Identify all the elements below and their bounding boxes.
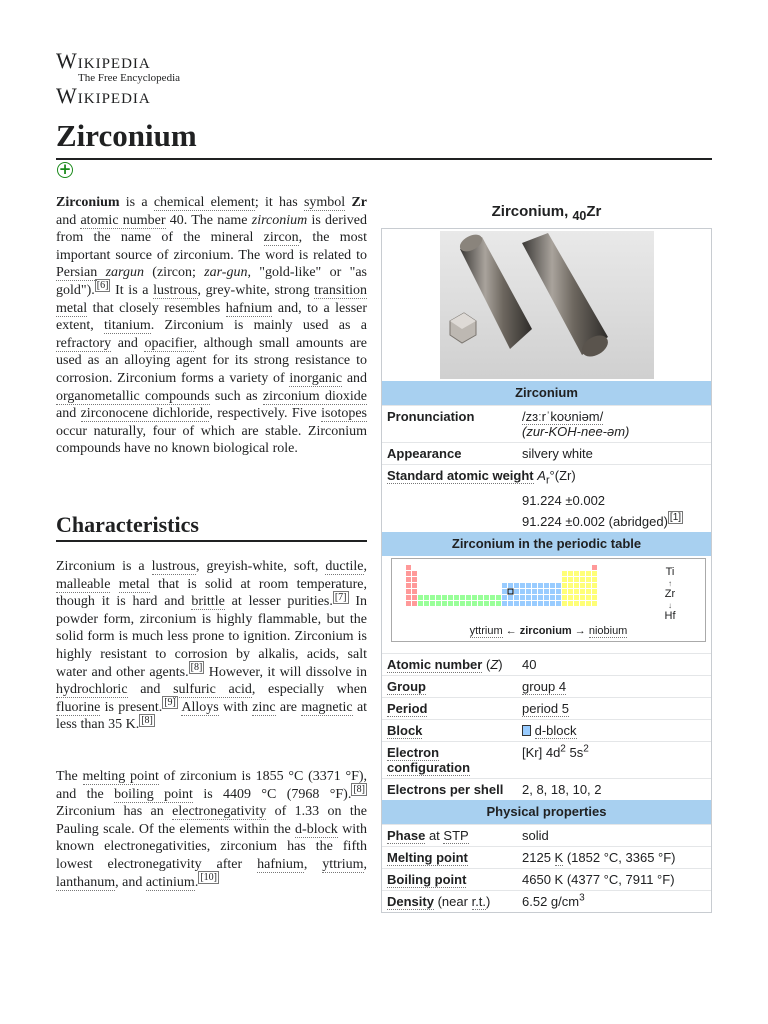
pt-cell	[430, 601, 435, 606]
pt-cell	[514, 589, 519, 594]
link-hafnium[interactable]: hafnium	[225, 300, 273, 316]
pt-cell	[544, 601, 549, 606]
pt-cell	[442, 595, 447, 600]
pt-cell	[520, 601, 525, 606]
row-block: Block d-block	[382, 719, 711, 741]
row-atomic-number: Atomic number (Z) 40	[382, 653, 711, 675]
pt-cell	[508, 601, 513, 606]
pt-cell	[532, 595, 537, 600]
link-chemical-element[interactable]: chemical element	[153, 195, 255, 210]
pt-cell	[586, 589, 591, 594]
intro-bold-title: Zirconium	[56, 195, 120, 210]
pt-cell	[568, 577, 573, 582]
link-hydrochloric[interactable]: hydrochloric	[56, 682, 128, 698]
pt-cell	[418, 595, 423, 600]
ref-1[interactable]: [1]	[669, 512, 682, 524]
section-heading-characteristics: Characteristics	[56, 512, 199, 537]
pt-cell	[472, 595, 477, 600]
pt-cell	[502, 601, 507, 606]
intro-paragraph: Zirconium is a chemical element; it has symbol Zr and atomic number 40. The name zirconium is derived from the name of the mineral zircon, the most important source of zirconium. The word is related to Persian zargun (zircon; zar-gun, "gold-like" or "as gold"). [6] It is a lustrous, grey-white, strong transition metal that closely resembles hafnium and, to a lesser extent, titanium. Zirconium is mainly used as a refractory and opacifier, although small amounts are used as an alloying agent for its strong resistance to corrosion. Zirconium forms a variety of inorganic and organometallic compounds such as zirconium dioxide and zirconocene dichloride, respectively. Five isotopes occur naturally, four of which are stable. Zirconium compounds have no known biological role.	[56, 195, 368, 457]
logo-wordmark: Wikipedia	[56, 48, 151, 73]
pt-cell	[496, 595, 501, 600]
row-appearance: Appearance silvery white	[382, 442, 711, 464]
link-niobium-pt[interactable]: niobium	[588, 624, 628, 637]
pt-cell	[556, 601, 561, 606]
ref-7[interactable]: [7]	[334, 591, 347, 603]
infobox-caption: Zirconium, $_{40}$Zr	[491, 203, 602, 223]
pt-cell	[514, 601, 519, 606]
periodic-table-box	[391, 558, 706, 642]
pt-cell	[448, 601, 453, 606]
link-lanthanum[interactable]: lanthanum	[56, 874, 116, 890]
neighbors-vertical: Ti ↑ Zr ↓ Hf	[664, 565, 676, 622]
link-hafnium-2[interactable]: hafnium	[257, 856, 304, 872]
pt-cell	[412, 577, 417, 582]
pt-cell	[412, 595, 417, 600]
pt-cell	[568, 583, 573, 588]
pt-cell	[502, 595, 507, 600]
page-title: Zirconium	[56, 118, 197, 153]
pt-cell	[550, 589, 555, 594]
pt-cell	[418, 601, 423, 606]
pt-cell	[406, 589, 411, 594]
link-melting-point[interactable]: melting point	[82, 769, 159, 784]
pt-cell	[526, 583, 531, 588]
pt-cell	[436, 601, 441, 606]
pt-cell	[592, 601, 597, 606]
pt-cell	[550, 583, 555, 588]
pt-cell	[586, 595, 591, 600]
pronunciation-respelling[interactable]: (zur-KOH-nee-əm)	[522, 424, 630, 439]
pronunciation-ipa[interactable]: /zɜːrˈkoʊniəm/	[522, 409, 604, 424]
d-block-swatch-icon	[522, 725, 531, 736]
pt-cell	[496, 601, 501, 606]
pt-cell	[586, 601, 591, 606]
link-ductile[interactable]: ductile	[325, 559, 364, 574]
pt-cell	[466, 595, 471, 600]
pt-cell	[562, 571, 567, 576]
link-isotopes[interactable]: isotopes	[321, 406, 367, 422]
characteristics-paragraph-2: The melting point of zirconium is 1855 °C (3371 °F), and the boiling point is 4409 °C (7968 °F). [8] Zirconium has an electronegativity of 1.33 on the Pauling scale. Of the elements within the d-block with known electronegativities, zirconium has the fifth lowest electronegativity after hafnium, yttrium, lanthanum, and actinium. [10]	[56, 769, 368, 890]
pt-cell	[580, 571, 585, 576]
pt-cell	[406, 571, 411, 576]
pt-cell	[556, 589, 561, 594]
pt-cell	[592, 565, 597, 570]
pt-cell	[532, 583, 537, 588]
link-transition-metal[interactable]: transition metal	[56, 282, 368, 316]
pt-cell	[406, 565, 411, 570]
wikipedia-logo[interactable]	[56, 50, 180, 107]
pt-cell	[442, 601, 447, 606]
row-standard-atomic-weight: Standard atomic weight $A_r^\circ(Zr)$	[382, 464, 711, 490]
infobox-header-physical: Physical properties	[382, 800, 711, 824]
section-divider	[56, 540, 367, 542]
zirconium-photo[interactable]	[382, 229, 711, 381]
pt-cell	[568, 595, 573, 600]
link-hafnium-pt[interactable]: Hf	[664, 609, 676, 622]
link-persian[interactable]: Persian	[56, 265, 98, 281]
link-titanium-pt[interactable]: Ti	[665, 565, 675, 578]
pt-cell	[472, 601, 477, 606]
pt-cell	[526, 601, 531, 606]
pt-cell	[508, 595, 513, 600]
row-electron-configuration: Electron configuration [Kr] $4d^2$ $5s^2$	[382, 741, 711, 778]
link-zinc[interactable]: zinc	[252, 699, 276, 715]
infobox	[381, 228, 712, 913]
link-actinium[interactable]: actinium	[145, 874, 195, 890]
neighbors-horizontal: yttrium ← zirconium → niobium	[469, 624, 628, 637]
row-melting-point: Melting point 2125 K (1852 °C, 3365 °F)	[382, 846, 711, 868]
pt-cell	[592, 589, 597, 594]
link-symbol[interactable]: symbol	[303, 195, 346, 210]
row-electrons-per-shell: Electrons per shell 2, 8, 18, 10, 2	[382, 778, 711, 800]
pt-cell	[538, 601, 543, 606]
pt-cell	[580, 601, 585, 606]
ref-8[interactable]: [8]	[190, 661, 203, 673]
pt-cell	[544, 595, 549, 600]
pt-cell	[454, 595, 459, 600]
pt-cell	[586, 583, 591, 588]
link-yttrium-pt[interactable]: yttrium	[469, 624, 503, 637]
link-sulfuric-acid[interactable]: sulfuric acid	[173, 682, 252, 698]
pt-cell	[568, 571, 573, 576]
pt-cell	[406, 595, 411, 600]
pt-cell	[568, 601, 573, 606]
pt-cell	[514, 595, 519, 600]
pt-cell	[412, 583, 417, 588]
pt-cell-zirconium	[508, 589, 513, 594]
infobox-header-name: Zirconium	[382, 381, 711, 405]
pt-cell	[406, 583, 411, 588]
row-saw-values: 91.224 ±0.002 91.224 ±0.002 (abridged) [1]	[522, 492, 682, 529]
pt-cell	[538, 589, 543, 594]
pt-cell	[538, 583, 543, 588]
link-d-block[interactable]: d-block	[295, 821, 338, 837]
pt-cell	[574, 577, 579, 582]
pt-cell	[574, 583, 579, 588]
row-pronunciation: Pronunciation /zɜːrˈkoʊniəm/ (zur-KOH-nee-əm)	[382, 405, 711, 442]
pt-cell	[484, 601, 489, 606]
pt-cell	[580, 589, 585, 594]
pt-cell	[430, 595, 435, 600]
link-metal[interactable]: metal	[118, 576, 150, 592]
row-density: Density (near r.t.) 6.52 $g/cm^3$	[382, 890, 711, 912]
link-organometallic[interactable]: organometallic compounds	[56, 388, 210, 404]
infobox-header-periodic-table: Zirconium in the periodic table	[382, 532, 711, 556]
pt-cell	[502, 589, 507, 594]
link-yttrium[interactable]: yttrium	[322, 856, 364, 872]
ref-8b[interactable]: [8]	[141, 714, 153, 726]
pt-cell	[592, 583, 597, 588]
row-phase: Phase at STP solid	[382, 824, 711, 846]
pt-cell	[592, 577, 597, 582]
pt-cell	[568, 589, 573, 594]
pt-cell	[586, 577, 591, 582]
pt-cell	[478, 601, 483, 606]
row-period: Period period 5	[382, 697, 711, 719]
pt-cell	[562, 601, 567, 606]
link-opacifier[interactable]: opacifier	[144, 335, 194, 351]
pt-cell	[412, 571, 417, 576]
characteristics-paragraph-1: Zirconium is a lustrous, greyish-white, soft, ductile, malleable metal that is solid at room temperature, though it is hard and brittle at lesser purities. [7] In powder form, zirconium is highly flammable, but the solid form is much less prone to ignition. Zirconium is highly resistant to corrosion by alkalis, acids, salt water and other agents. [8] However, it will dissolve in hydrochloric and sulfuric acid, especially when fluorine is present. [9] Alloys with zinc are magnetic at less than 35 K. [8]	[56, 559, 368, 733]
link-alloys[interactable]: Alloys	[181, 699, 219, 715]
pt-cell	[580, 583, 585, 588]
pt-cell	[424, 601, 429, 606]
ref-9[interactable]: [9]	[164, 697, 176, 709]
link-zircon[interactable]: zircon	[263, 230, 299, 246]
logo-tagline: The Free Encyclopedia	[78, 72, 181, 84]
pt-cell	[490, 601, 495, 606]
pt-cell	[406, 577, 411, 582]
expand-plus-icon[interactable]: +	[58, 160, 72, 178]
link-lustrous[interactable]: lustrous	[153, 282, 198, 298]
pt-cell	[514, 583, 519, 588]
pt-cell	[490, 595, 495, 600]
pt-cell	[544, 589, 549, 594]
link-magnetic[interactable]: magnetic	[301, 699, 353, 715]
pt-cell	[556, 583, 561, 588]
pt-cell	[562, 577, 567, 582]
link-atomic-number[interactable]: atomic number	[80, 212, 166, 228]
link-refractory[interactable]: refractory	[56, 335, 112, 351]
pt-cell	[478, 595, 483, 600]
link-electronegativity[interactable]: electronegativity	[172, 804, 267, 820]
pt-cell	[562, 589, 567, 594]
ref-10[interactable]: [10]	[200, 871, 217, 883]
pt-cell	[544, 583, 549, 588]
pt-cell	[592, 595, 597, 600]
pt-cell	[562, 583, 567, 588]
link-standard-atomic-weight[interactable]: Standard atomic weight	[387, 468, 534, 483]
pt-cell	[520, 583, 525, 588]
pt-cell	[520, 589, 525, 594]
pt-cell	[484, 595, 489, 600]
ref-8c[interactable]: [8]	[353, 783, 366, 795]
link-inorganic[interactable]: inorganic	[289, 370, 343, 386]
link-lustrous-2[interactable]: lustrous	[151, 559, 196, 574]
link-boiling-point[interactable]: boiling point	[114, 786, 193, 802]
pt-cell	[538, 595, 543, 600]
pt-cell	[550, 595, 555, 600]
title-divider	[56, 158, 712, 160]
pt-cell	[586, 571, 591, 576]
pt-cell	[412, 589, 417, 594]
zirconium-bars-image	[382, 229, 713, 381]
pt-cell	[460, 601, 465, 606]
pt-cell	[532, 601, 537, 606]
pt-cell	[556, 595, 561, 600]
pt-cell	[574, 601, 579, 606]
link-titanium[interactable]: titanium	[104, 318, 151, 334]
link-malleable[interactable]: malleable	[56, 576, 111, 592]
pt-cell	[562, 595, 567, 600]
pt-cell	[526, 589, 531, 594]
pt-cell	[574, 595, 579, 600]
pt-cell	[520, 595, 525, 600]
row-boiling-point: Boiling point 4650 K (4377 °C, 7911 °F)	[382, 868, 711, 890]
pt-cell	[448, 595, 453, 600]
pt-cell	[502, 583, 507, 588]
pt-cell	[406, 601, 411, 606]
pt-cell	[436, 595, 441, 600]
pt-cell	[592, 571, 597, 576]
pt-cell	[412, 601, 417, 606]
pt-cell	[454, 601, 459, 606]
pt-cell	[424, 595, 429, 600]
pt-cell	[508, 583, 513, 588]
link-zirconium-dioxide[interactable]: zirconium dioxide	[262, 388, 367, 404]
pt-cell	[526, 595, 531, 600]
row-group: Group group 4	[382, 675, 711, 697]
pt-cell	[574, 589, 579, 594]
pt-cell	[574, 571, 579, 576]
periodic-table-section	[382, 556, 711, 653]
logo-wordmark-2: Wikipedia	[56, 83, 151, 108]
pt-cell	[580, 577, 585, 582]
pt-cell	[532, 589, 537, 594]
link-zirconocene-dichloride[interactable]: zirconocene dichloride	[80, 406, 210, 422]
link-fluorine[interactable]: fluorine	[56, 699, 101, 715]
pt-cell	[550, 601, 555, 606]
link-brittle[interactable]: brittle	[191, 594, 225, 610]
ref-6[interactable]: [6]	[96, 280, 109, 292]
pt-cell	[466, 601, 471, 606]
pt-cell	[460, 595, 465, 600]
pt-cell	[580, 595, 585, 600]
